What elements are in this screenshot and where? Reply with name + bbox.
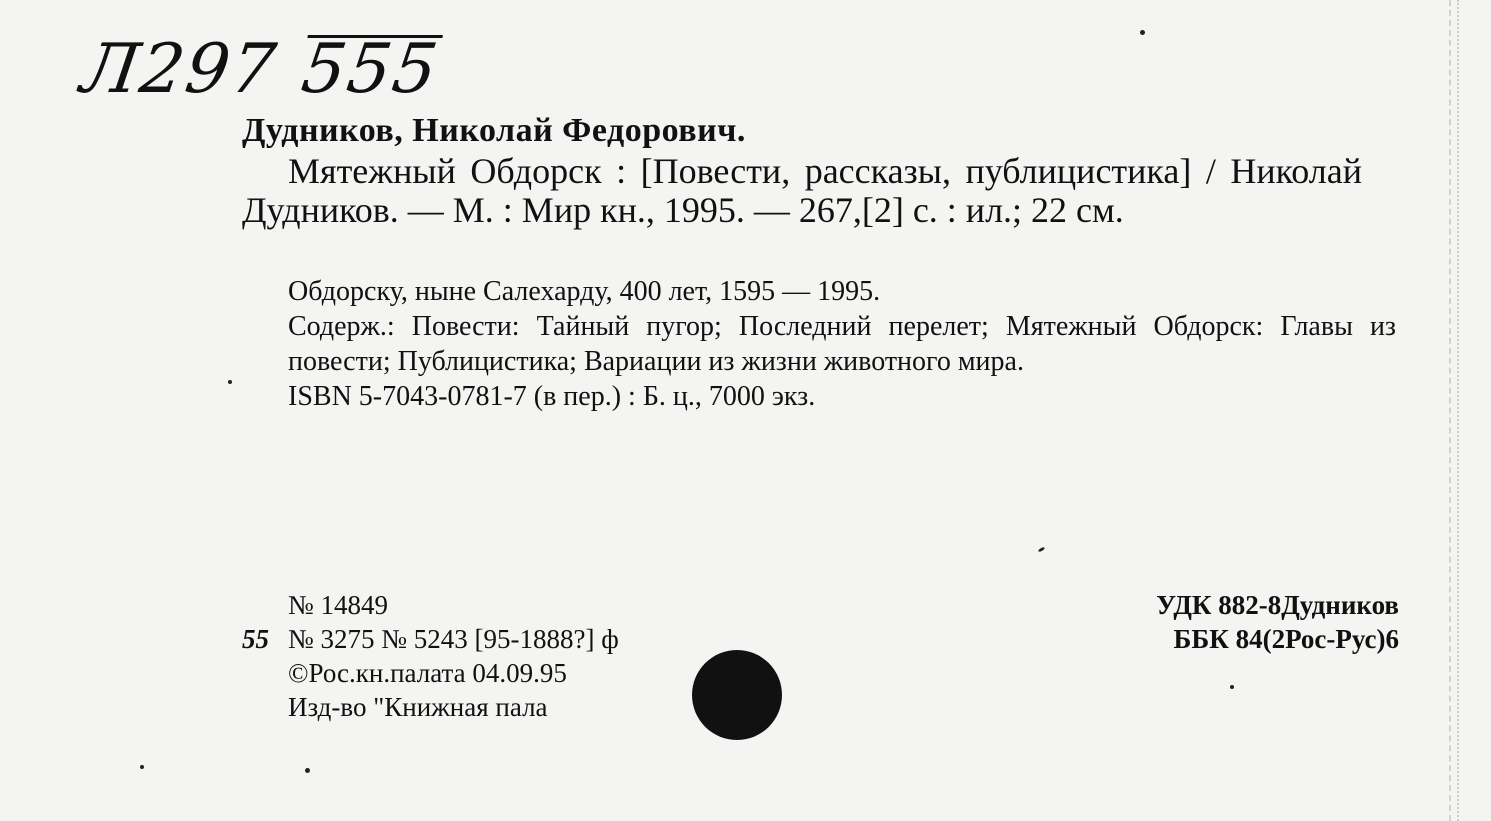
scan-speck [140,765,144,769]
note-isbn: ISBN 5-7043-0781-7 (в пер.) : Б. ц., 7000 экз. [288,381,816,412]
copyright-line: ©Рос.кн.палата 04.09.95 [288,658,567,688]
inventory-prefix: 55 [242,624,269,654]
shelfmark-number: 555 [296,30,444,109]
handwritten-shelfmark [76,30,469,109]
note-contents: Содерж.: Повести: Тайный пугор; Последний перелет; Мятежный Обдорск: Главы из повести; Публицистика; Вариации из жизни животного мира. [288,311,1396,377]
scan-speck [305,768,310,773]
classification-block [1156,588,1399,656]
scan-speck [1230,685,1234,689]
inventory-line-3 [242,656,619,690]
card-edge [1449,0,1481,821]
scan-speck [1038,546,1046,552]
scan-speck [228,380,232,384]
bibliographic-text: Мятежный Обдорск : [Повести, рассказы, публицистика] / Николай Дудников. — М. : Мир кн., 1995. — 267,[2] с. : ил.; 22 см. [242,151,1362,230]
ink-blot [692,650,782,740]
publisher-line: Изд-во "Книжная пала [288,692,548,722]
inventory-block [242,588,619,724]
shelfmark-prefix: Л297 [76,30,283,109]
bibliographic-description [242,152,1362,230]
card-edge-line [1457,0,1461,821]
inventory-line-2 [242,622,619,656]
notes-block [242,274,1396,414]
inventory-number: № 14849 [288,590,389,620]
inventory-line-1 [242,588,619,622]
author-heading: Дудников, Николай Федорович. [242,112,746,149]
udk-code: УДК 882-8Дудников [1156,590,1399,620]
bbk-code: ББК 84(2Рос-Рус)6 [1173,624,1399,654]
note-anniversary: Обдорску, ныне Салехарду, 400 лет, 1595 — 1995. [288,276,881,307]
inventory-codes: № 3275 № 5243 [95-1888?] ф [288,624,619,654]
scan-speck [1140,30,1145,35]
inventory-line-4 [242,690,619,724]
